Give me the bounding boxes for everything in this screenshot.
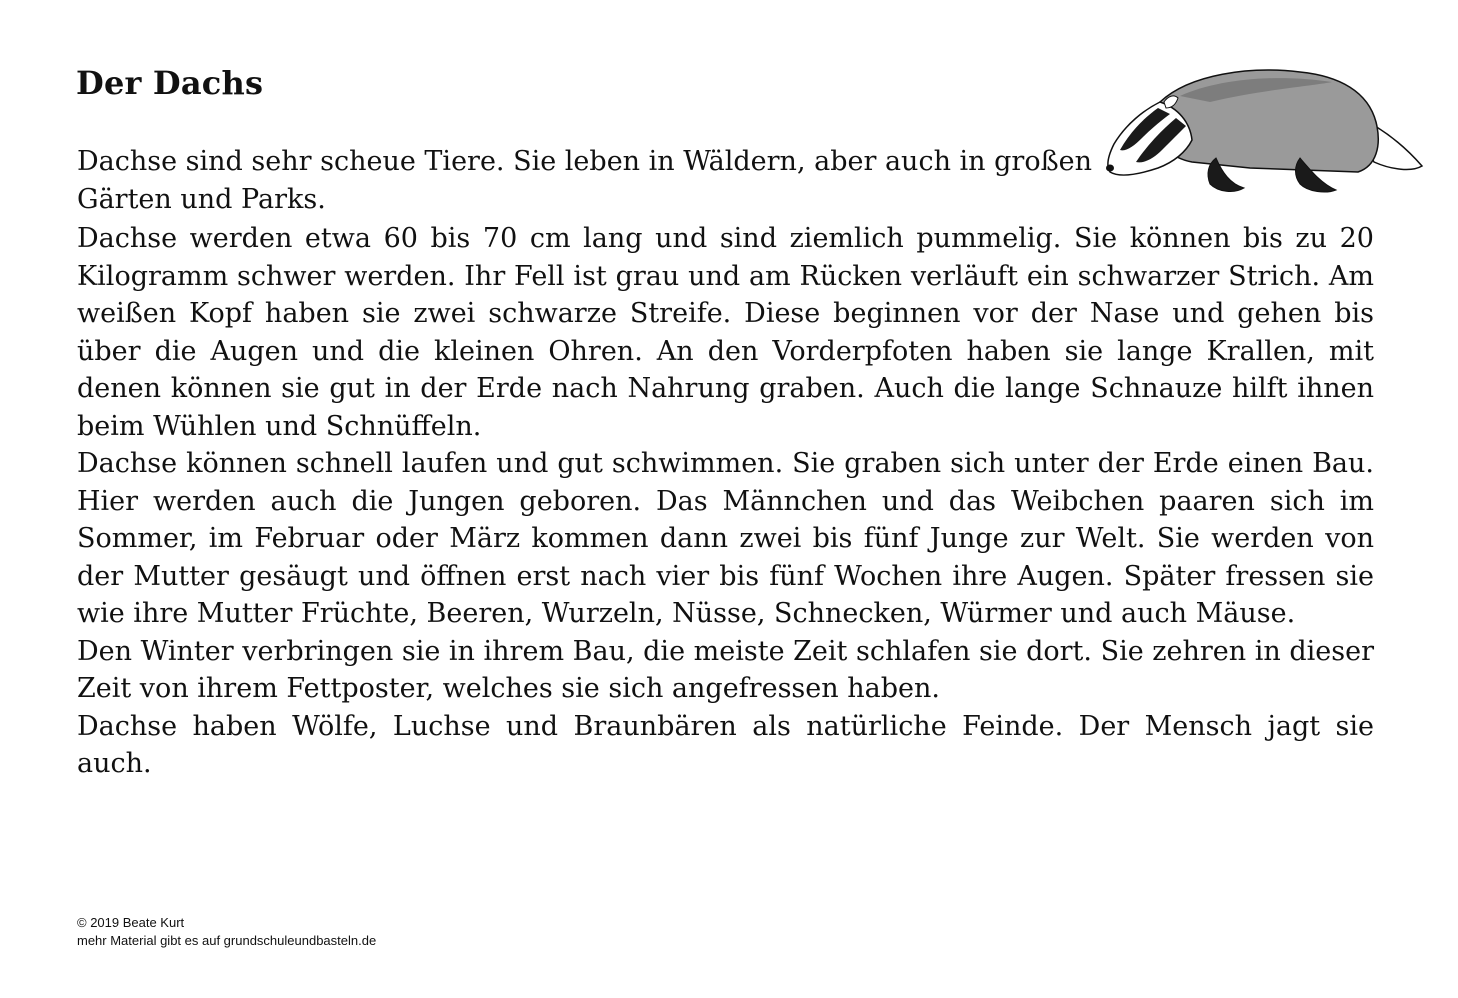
paragraph-appearance: Dachse werden etwa 60 bis 70 cm lang und sind ziemlich pummelig. Sie können bis zu 20 Kilogramm schwer werden. Ihr Fell ist grau und am Rücken verläuft ein schwarzer Strich. Am weißen Kopf haben sie zwei schwarze Streife. Diese beginnen vor der Nase und gehen bis über die Augen und die kleinen Ohren. An den Vorderpfoten haben sie lange Krallen, mit denen können sie gut in der Erde nach Nahrung graben. Auch die lange Schnauze hilft ihnen beim Wühlen und Schnüffeln.	[77, 223, 1374, 442]
badger-icon	[1100, 62, 1430, 202]
page-title: Der Dachs	[76, 64, 264, 102]
intro-paragraph: Dachse sind sehr scheue Tiere. Sie leben in Wäldern, aber auch in großen Gärten und Parks.	[77, 146, 1092, 215]
paragraph-enemies: Dachse haben Wölfe, Luchse und Braunbären als natürliche Feinde. Der Mensch jagt sie auch.	[77, 710, 1374, 779]
article-body	[77, 220, 1374, 783]
more-material-text: mehr Material gibt es auf grundschuleundbasteln.de	[77, 933, 377, 948]
paragraph-behaviour: Dachse können schnell laufen und gut schwimmen. Sie graben sich unter der Erde einen Bau. Hier werden auch die Jungen geboren. Das Männchen und das Weibchen paaren sich im Sommer, im Februar oder März kommen dann zwei bis fünf Junge zur Welt. Sie werden von der Mutter gesäugt und öffnen erst nach vier bis fünf Wochen ihre Augen. Später fressen sie wie ihre Mutter Früchte, Beeren, Wurzeln, Nüsse, Schnecken, Würmer und auch Mäuse.	[77, 448, 1374, 629]
footer	[77, 914, 376, 950]
paragraph-winter: Den Winter verbringen sie in ihrem Bau, die meiste Zeit schlafen sie dort. Sie zehren in dieser Zeit von ihrem Fettposter, welches sie sich angefressen haben.	[77, 635, 1374, 704]
copyright-text: © 2019 Beate Kurt	[77, 915, 185, 930]
